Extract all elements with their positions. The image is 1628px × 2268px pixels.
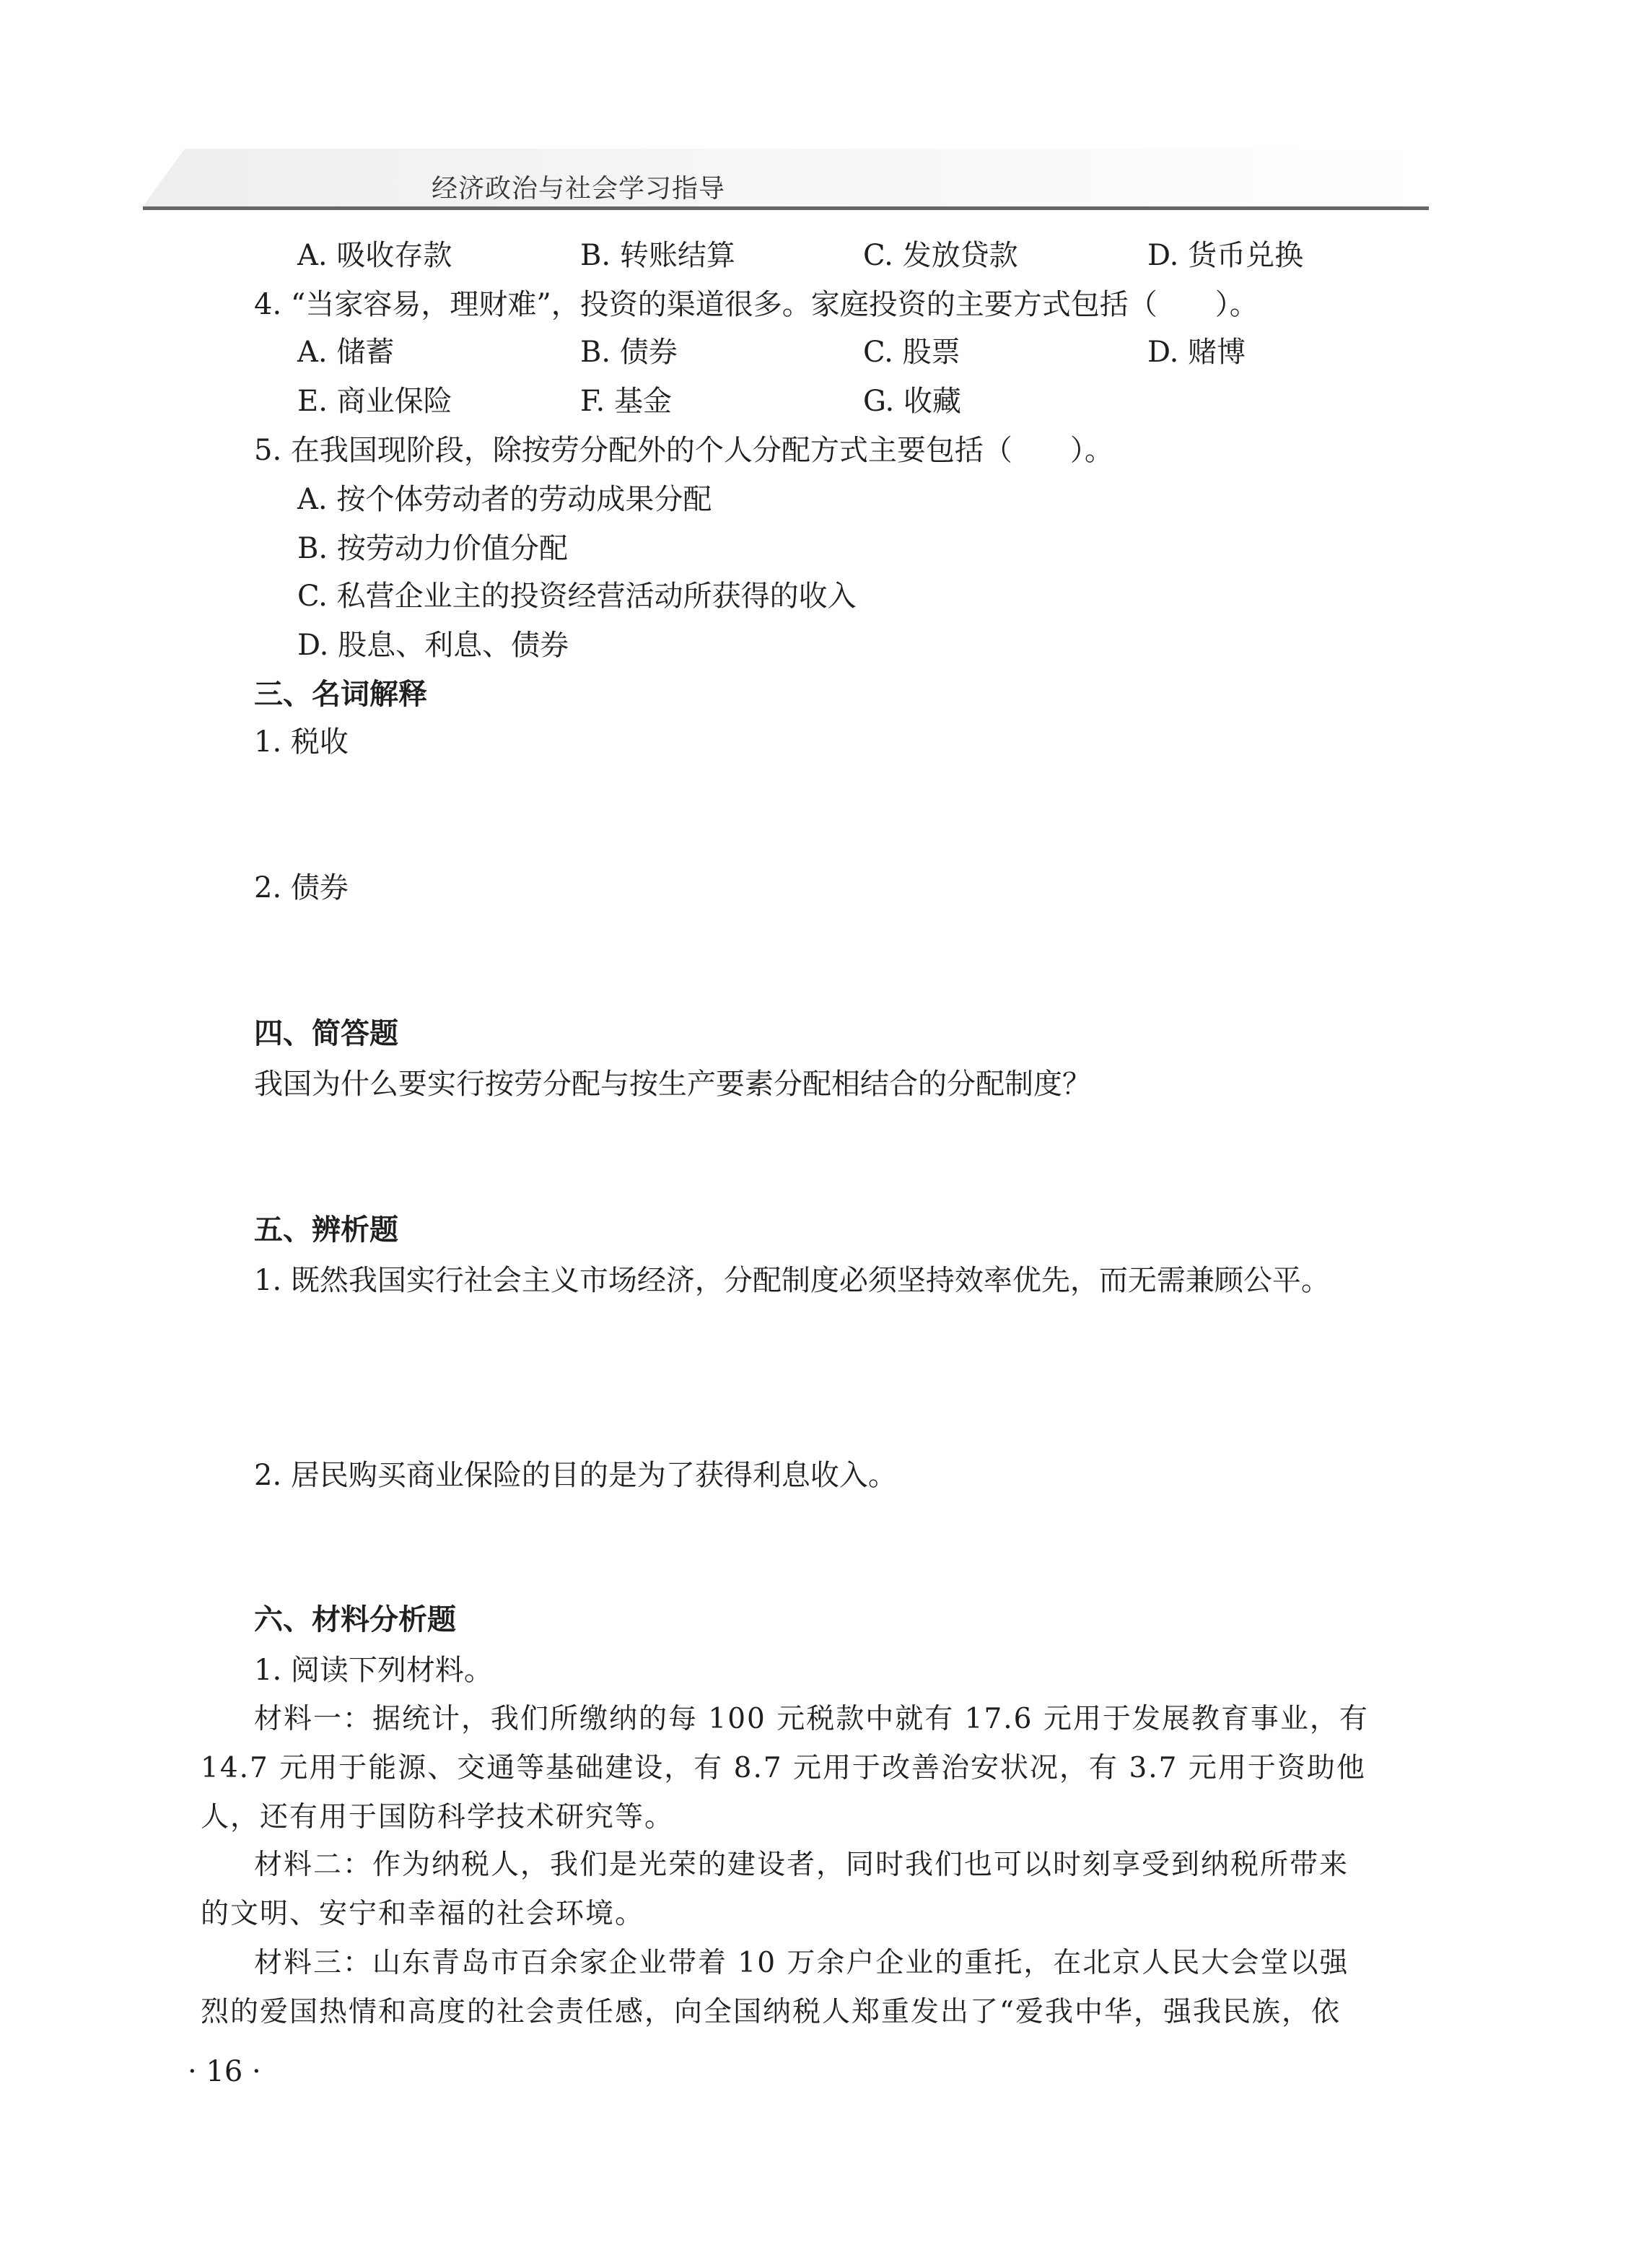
q4-option-c: C. 股票 xyxy=(863,336,960,369)
section3-item-1: 1. 税收 xyxy=(254,725,349,759)
material1-line-1: 材料一：据统计，我们所缴纳的每 100 元税款中就有 17.6 元用于发展教育事业，有 xyxy=(254,1703,1369,1735)
q4-option-a: A. 储蓄 xyxy=(297,336,395,369)
section3-item-2: 2. 债券 xyxy=(254,871,349,904)
q3-option-c: C. 发放贷款 xyxy=(863,239,1018,272)
section5-heading: 五、辨析题 xyxy=(254,1213,398,1247)
material3-line-2: 烈的爱国热情和高度的社会责任感，向全国纳税人郑重发出了“爱我中华，强我民族，依 xyxy=(201,1996,1341,2028)
section5-item-2: 2. 居民购买商业保险的目的是为了获得利息收入。 xyxy=(254,1459,897,1492)
section6-intro: 1. 阅读下列材料。 xyxy=(254,1654,493,1687)
q4-option-f: F. 基金 xyxy=(580,385,672,418)
q5-option-d: D. 股息、利息、债券 xyxy=(297,629,569,662)
q4-option-d: D. 赌博 xyxy=(1147,336,1246,369)
material2-line-1: 材料二：作为纳税人，我们是光荣的建设者，同时我们也可以时刻享受到纳税所带来 xyxy=(254,1849,1349,1881)
q4-option-e: E. 商业保险 xyxy=(297,385,452,418)
material3-line-1: 材料三：山东青岛市百余家企业带着 10 万余户企业的重托，在北京人民大会堂以强 xyxy=(254,1947,1349,1979)
q4-option-g: G. 收藏 xyxy=(863,385,961,418)
q3-option-d: D. 货币兑换 xyxy=(1147,239,1304,272)
material1-line-2: 14.7 元用于能源、交通等基础建设，有 8.7 元用于改善治安状况，有 3.7 元用于资助他 xyxy=(201,1752,1366,1784)
q5-option-a: A. 按个体劳动者的劳动成果分配 xyxy=(297,483,712,516)
q3-option-b: B. 转账结算 xyxy=(580,239,735,272)
q4-option-b: B. 债券 xyxy=(580,336,678,369)
section5-item-1: 1. 既然我国实行社会主义市场经济，分配制度必须坚持效率优先，而无需兼顾公平。 xyxy=(254,1264,1330,1297)
page-number: · 16 · xyxy=(188,2055,261,2088)
header-rule xyxy=(143,206,1429,210)
material2-line-2: 的文明、安宁和幸福的社会环境。 xyxy=(201,1898,645,1930)
q4-stem: 4. “当家容易，理财难”，投资的渠道很多。家庭投资的主要方式包括（ ）。 xyxy=(254,288,1259,321)
material1-line-3: 人，还有用于国防科学技术研究等。 xyxy=(201,1801,675,1833)
section4-question: 我国为什么要实行按劳分配与按生产要素分配相结合的分配制度？ xyxy=(254,1068,1091,1101)
section3-heading: 三、名词解释 xyxy=(254,678,427,711)
q5-option-c: C. 私营企业主的投资经营活动所获得的收入 xyxy=(297,580,857,613)
q5-option-b: B. 按劳动力价值分配 xyxy=(297,532,568,565)
section4-heading: 四、简答题 xyxy=(254,1017,398,1050)
header-band xyxy=(143,149,1429,206)
section6-heading: 六、材料分析题 xyxy=(254,1603,456,1636)
header-title: 经济政治与社会学习指导 xyxy=(432,174,726,204)
q5-stem: 5. 在我国现阶段，除按劳分配外的个人分配方式主要包括（ ）。 xyxy=(254,434,1113,467)
q3-option-a: A. 吸收存款 xyxy=(297,239,452,272)
